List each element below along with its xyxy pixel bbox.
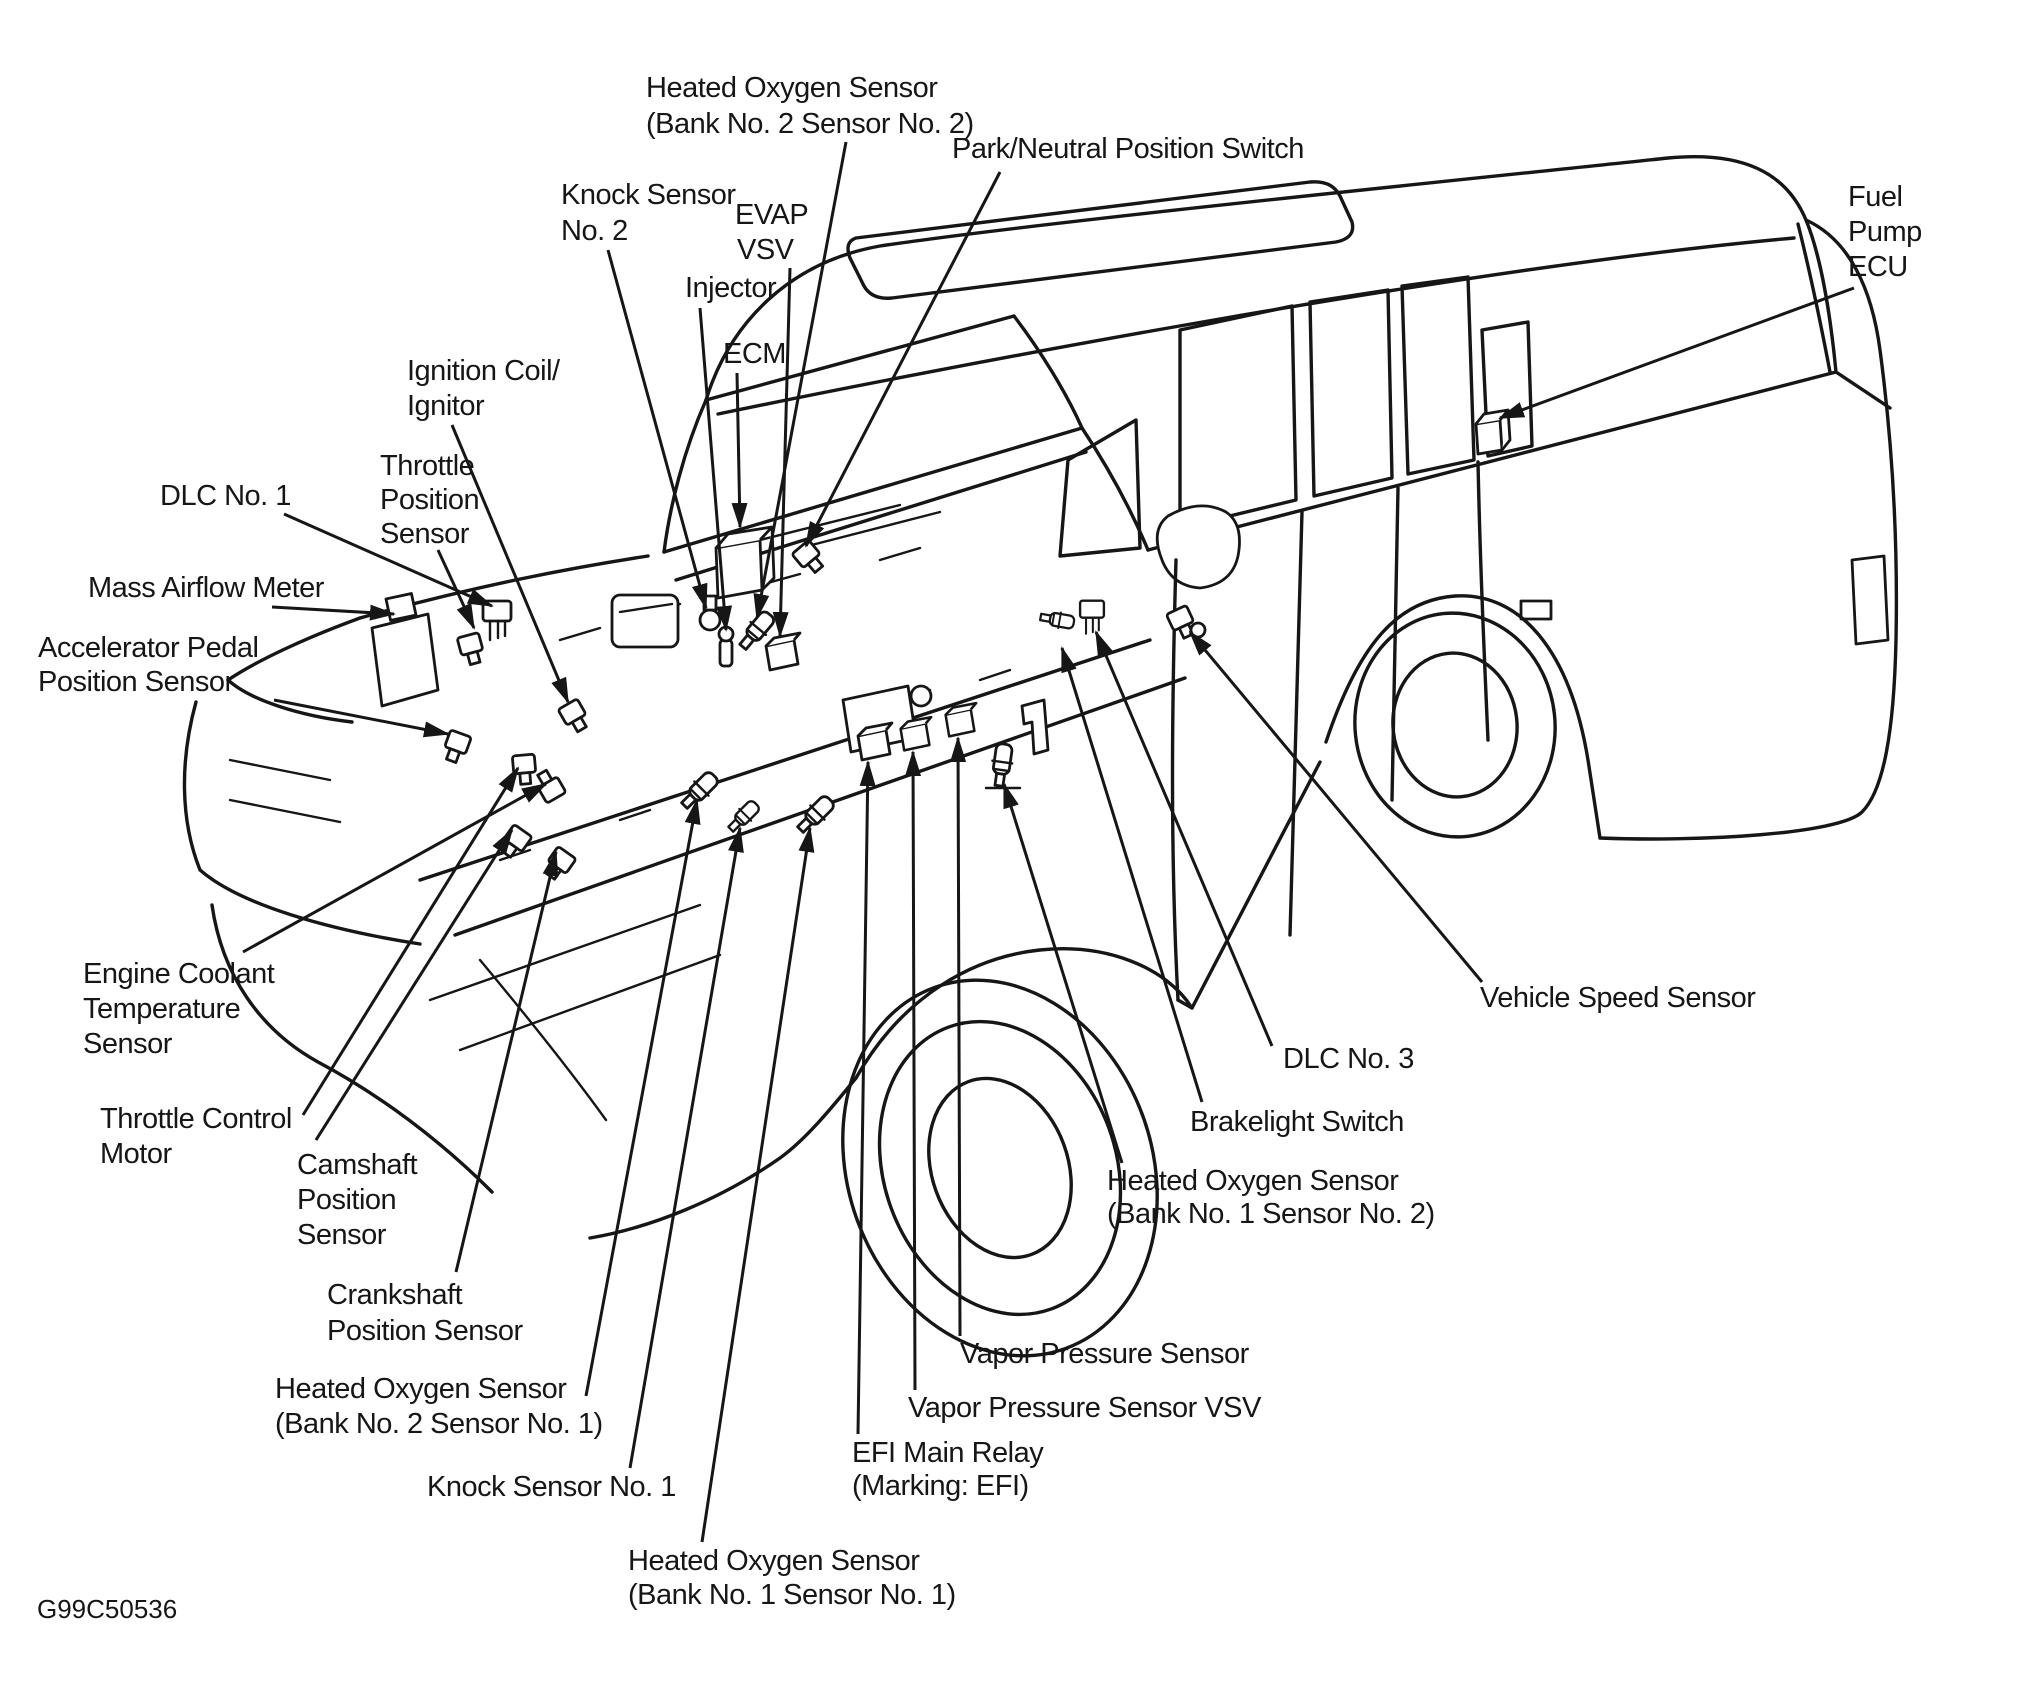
dlc1-component [483, 601, 511, 640]
leader-hos-b1s2 [1004, 784, 1122, 1163]
injector-component [719, 627, 733, 666]
side-mirror [1157, 506, 1239, 588]
fuel-filler-door [1521, 601, 1551, 619]
label-ignition-coil: Ignition Coil/ [407, 355, 560, 387]
beltline [1148, 372, 1890, 550]
label-dlc1: DLC No. 1 [160, 480, 291, 512]
rear-door-window [1310, 290, 1392, 496]
vapor-pressure-sensor-component [946, 703, 977, 736]
label-hos-b1s2: Heated Oxygen Sensor [1107, 1165, 1399, 1197]
vehicle-outline [184, 157, 1896, 1401]
label-vps-vsv: Vapor Pressure Sensor VSV [908, 1392, 1261, 1424]
taillight [1852, 556, 1888, 644]
leader-vps-vsv [913, 752, 915, 1390]
label-dlc3: DLC No. 3 [1283, 1043, 1414, 1075]
rear-wheel-arch [1326, 596, 1600, 838]
dlc3-component [1080, 601, 1104, 634]
label-ect-3: Sensor [83, 1028, 172, 1060]
label-hos-b1s1-2: (Bank No. 1 Sensor No. 1) [628, 1579, 956, 1611]
label-camshaft-2: Position [297, 1184, 397, 1216]
roof-drip-rail [718, 238, 1794, 414]
label-crankshaft: Crankshaft [327, 1279, 463, 1311]
crankshaft-sensor-component [542, 846, 577, 882]
label-ecm: ECM [723, 338, 786, 370]
brakelight-switch-component [1039, 609, 1075, 631]
label-efi-relay: EFI Main Relay [852, 1437, 1044, 1469]
labels [37, 72, 1922, 1624]
leader-app [274, 700, 448, 734]
leader-camshaft [316, 830, 512, 1140]
label-hos-b1s1: Heated Oxygen Sensor [628, 1545, 920, 1577]
label-knock1: Knock Sensor No. 1 [427, 1471, 676, 1503]
figure-id: G99C50536 [37, 1594, 178, 1624]
label-ignition-coil-2: Ignitor [407, 390, 485, 422]
label-evap-vsv: EVAP [735, 199, 809, 231]
leader-hos-b2s1 [586, 800, 697, 1396]
label-fuel-pump-ecu-3: ECU [1848, 251, 1908, 283]
label-park-neutral: Park/Neutral Position Switch [952, 133, 1304, 165]
label-tcm-2: Motor [100, 1138, 172, 1170]
leader-park-neutral [806, 172, 1000, 546]
label-camshaft-3: Sensor [297, 1219, 386, 1251]
leader-hos-b1s1 [702, 828, 810, 1542]
vent-window [1060, 420, 1140, 556]
label-hos-b2s1-2: (Bank No. 2 Sensor No. 1) [275, 1408, 603, 1440]
leader-vps [958, 738, 960, 1336]
bumper-slot-1 [230, 760, 330, 780]
hos-b2s1-component [677, 769, 721, 813]
roof-outline [706, 157, 1836, 400]
throttle-position-sensor-component [457, 632, 486, 666]
label-ect: Engine Coolant [83, 958, 275, 990]
leader-efi-relay [858, 762, 868, 1434]
coolant-reservoir [612, 595, 678, 647]
evap-vsv-component [766, 633, 800, 670]
label-hos-b2s2: Heated Oxygen Sensor [646, 72, 938, 104]
label-hos-b1s2-2: (Bank No. 1 Sensor No. 2) [1107, 1198, 1435, 1230]
leader-maf [272, 607, 394, 614]
wiper-left [760, 505, 900, 540]
engine-coolant-temp-sensor-component [532, 767, 566, 803]
park-neutral-switch-component [792, 540, 827, 576]
label-injector: Injector [685, 272, 777, 304]
label-tcm: Throttle Control [100, 1103, 292, 1135]
label-hos-b2s2-2: (Bank No. 2 Sensor No. 2) [646, 108, 974, 140]
label-hos-b2s1: Heated Oxygen Sensor [275, 1373, 567, 1405]
label-knock2: Knock Sensor [561, 179, 736, 211]
leader-ecm [737, 373, 740, 527]
label-knock2-2: No. 2 [561, 215, 628, 247]
hos-b1s2-component [986, 743, 1020, 788]
leader-ect [243, 784, 546, 952]
leader-fuel-pump-ecu [1500, 288, 1854, 418]
label-tps-3: Sensor [380, 518, 469, 550]
bumper-slot-2 [230, 800, 340, 822]
leader-crankshaft [456, 852, 556, 1272]
label-tps-2: Position [380, 484, 480, 516]
cargo-window [1402, 277, 1474, 474]
door-seam-2 [1290, 512, 1302, 935]
ignition-coil-component [558, 699, 592, 735]
label-evap-vsv-2: VSV [737, 234, 794, 266]
label-fuel-pump-ecu-2: Pump [1848, 216, 1922, 248]
label-efi-relay-2: (Marking: EFI) [852, 1470, 1029, 1502]
label-app-2: Position Sensor [38, 666, 234, 698]
vehicle-speed-sensor-component [1166, 605, 1205, 641]
a-pillar-far [1014, 316, 1082, 428]
front-door-window [1180, 306, 1296, 528]
headlight-line [228, 680, 352, 722]
label-maf: Mass Airflow Meter [88, 572, 324, 604]
rocker-sill [1178, 762, 1320, 1008]
label-brakelight: Brakelight Switch [1190, 1106, 1404, 1138]
quarter-seam [1478, 462, 1488, 740]
label-tps: Throttle [380, 450, 475, 482]
rear-body-outline [1600, 220, 1896, 839]
label-app: Accelerator Pedal [38, 632, 259, 664]
label-crankshaft-2: Position Sensor [327, 1315, 523, 1347]
label-vss: Vehicle Speed Sensor [1480, 982, 1756, 1014]
label-vps: Vapor Pressure Sensor [960, 1338, 1249, 1370]
bumper-outline [184, 702, 420, 944]
label-fuel-pump-ecu: Fuel [1848, 181, 1903, 213]
dlc3-bracket [1022, 700, 1048, 754]
label-ect-2: Temperature [83, 993, 241, 1025]
label-camshaft: Camshaft [297, 1149, 418, 1181]
